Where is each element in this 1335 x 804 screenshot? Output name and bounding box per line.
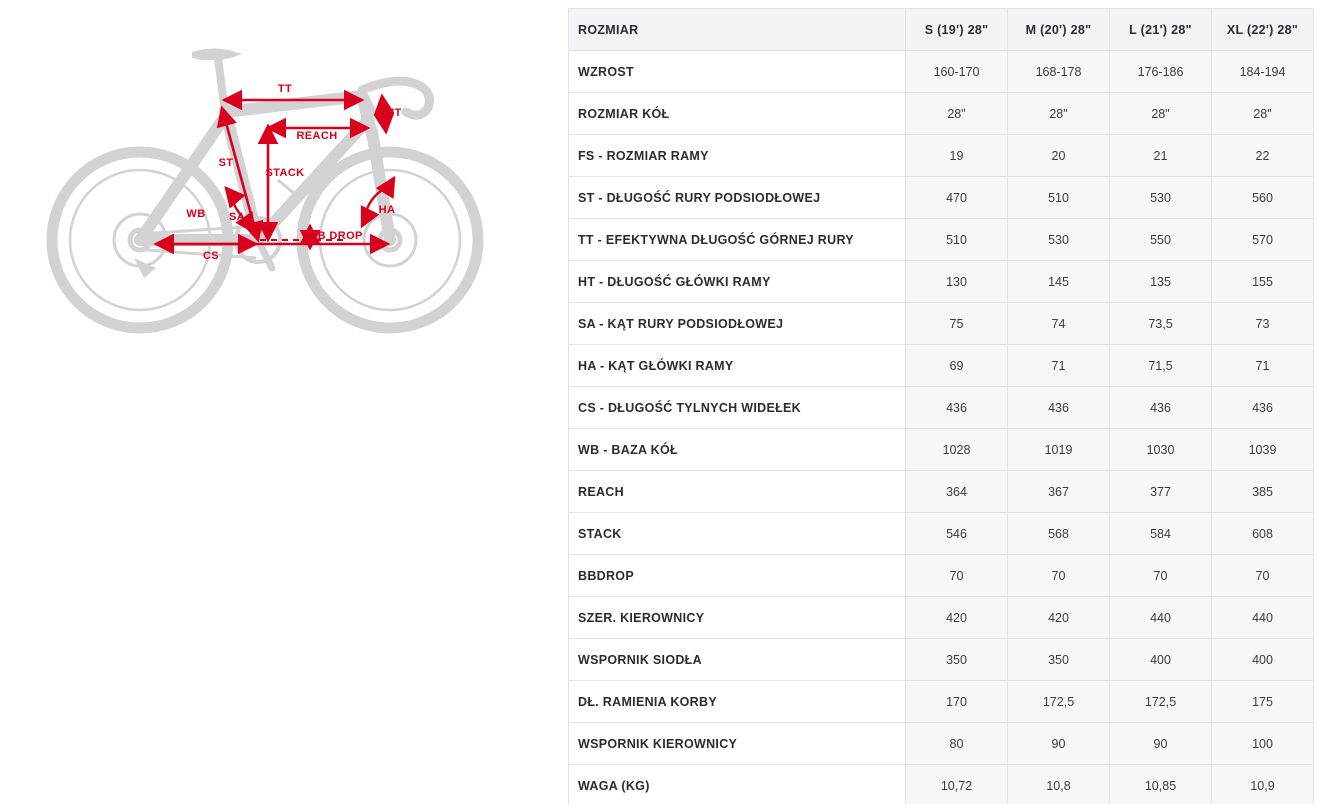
table-header (569, 9, 1314, 51)
row-value: 436 (1212, 387, 1314, 429)
label-bb-drop: BB DROP (309, 230, 363, 242)
label-ha: HA (378, 204, 396, 216)
row-value: 440 (1110, 597, 1212, 639)
row-label: BBDROP (569, 555, 906, 597)
row-value: 350 (906, 639, 1008, 681)
label-sa: SA (228, 211, 246, 223)
row-value: 10,8 (1008, 765, 1110, 804)
row-value: 377 (1110, 471, 1212, 513)
row-value: 510 (906, 219, 1008, 261)
row-value: 440 (1212, 597, 1314, 639)
row-label: SA - KĄT RURY PODSIODŁOWEJ (569, 303, 906, 345)
row-label: HT - DŁUGOŚĆ GŁÓWKI RAMY (569, 261, 906, 303)
column-header-m: M (20') 28" (1008, 9, 1110, 51)
row-value: 20 (1008, 135, 1110, 177)
row-value: 420 (906, 597, 1008, 639)
row-value: 436 (906, 387, 1008, 429)
row-value: 530 (1110, 177, 1212, 219)
table-row (569, 555, 1314, 597)
row-label: FS - ROZMIAR RAMY (569, 135, 906, 177)
row-value: 1030 (1110, 429, 1212, 471)
row-value: 155 (1212, 261, 1314, 303)
row-value: 71,5 (1110, 345, 1212, 387)
row-value: 400 (1110, 639, 1212, 681)
table-row (569, 177, 1314, 219)
bike-geometry-diagram (10, 0, 560, 400)
row-value: 172,5 (1008, 681, 1110, 723)
row-value: 568 (1008, 513, 1110, 555)
row-value: 73,5 (1110, 303, 1212, 345)
row-value: 70 (1212, 555, 1314, 597)
row-value: 184-194 (1212, 51, 1314, 93)
column-header-l: L (21') 28" (1110, 9, 1212, 51)
row-value: 560 (1212, 177, 1314, 219)
table-row (569, 303, 1314, 345)
row-value: 385 (1212, 471, 1314, 513)
row-value: 436 (1008, 387, 1110, 429)
table-row (569, 429, 1314, 471)
row-value: 367 (1008, 471, 1110, 513)
label-stack: STACK (265, 167, 305, 179)
row-value: 145 (1008, 261, 1110, 303)
row-label: SZER. KIEROWNICY (569, 597, 906, 639)
row-label: WSPORNIK SIODŁA (569, 639, 906, 681)
row-value: 510 (1008, 177, 1110, 219)
table-row (569, 51, 1314, 93)
row-value: 550 (1110, 219, 1212, 261)
table-row (569, 681, 1314, 723)
table-header-row (569, 9, 1314, 51)
row-value: 160-170 (906, 51, 1008, 93)
row-value: 28" (1008, 93, 1110, 135)
geometry-table (568, 8, 1314, 804)
row-value: 1028 (906, 429, 1008, 471)
row-label: WSPORNIK KIEROWNICY (569, 723, 906, 765)
row-value: 19 (906, 135, 1008, 177)
geometry-table-container (568, 8, 1320, 804)
table-row (569, 219, 1314, 261)
table-row (569, 93, 1314, 135)
row-value: 175 (1212, 681, 1314, 723)
row-value: 608 (1212, 513, 1314, 555)
row-value: 70 (906, 555, 1008, 597)
row-label: DŁ. RAMIENIA KORBY (569, 681, 906, 723)
row-value: 28" (1110, 93, 1212, 135)
column-header-s: S (19') 28" (906, 9, 1008, 51)
row-label: STACK (569, 513, 906, 555)
column-header-rozmiar: ROZMIAR (569, 9, 906, 51)
label-st: ST (218, 157, 234, 169)
label-ht: HT (386, 107, 402, 119)
row-value: 71 (1008, 345, 1110, 387)
bicycle-silhouette (52, 48, 478, 328)
row-value: 90 (1008, 723, 1110, 765)
table-row (569, 765, 1314, 804)
row-value: 364 (906, 471, 1008, 513)
row-value: 546 (906, 513, 1008, 555)
row-value: 350 (1008, 639, 1110, 681)
row-value: 71 (1212, 345, 1314, 387)
label-wb: WB (186, 208, 206, 220)
row-value: 75 (906, 303, 1008, 345)
row-label: ST - DŁUGOŚĆ RURY PODSIODŁOWEJ (569, 177, 906, 219)
row-label: WB - BAZA KÓŁ (569, 429, 906, 471)
row-value: 100 (1212, 723, 1314, 765)
row-value: 10,72 (906, 765, 1008, 804)
table-row (569, 597, 1314, 639)
row-value: 69 (906, 345, 1008, 387)
row-label: TT - EFEKTYWNA DŁUGOŚĆ GÓRNEJ RURY (569, 219, 906, 261)
table-row (569, 723, 1314, 765)
row-value: 73 (1212, 303, 1314, 345)
table-row (569, 387, 1314, 429)
label-cs: CS (202, 250, 220, 262)
row-value: 80 (906, 723, 1008, 765)
row-value: 90 (1110, 723, 1212, 765)
table-body (569, 51, 1314, 804)
table-row (569, 639, 1314, 681)
row-value: 530 (1008, 219, 1110, 261)
row-value: 400 (1212, 639, 1314, 681)
row-value: 10,85 (1110, 765, 1212, 804)
row-label: WZROST (569, 51, 906, 93)
row-label: ROZMIAR KÓŁ (569, 93, 906, 135)
table-row (569, 513, 1314, 555)
table-row (569, 135, 1314, 177)
row-value: 570 (1212, 219, 1314, 261)
row-value: 10,9 (1212, 765, 1314, 804)
table-row (569, 471, 1314, 513)
row-value: 28" (906, 93, 1008, 135)
row-value: 1019 (1008, 429, 1110, 471)
row-label: WAGA (KG) (569, 765, 906, 804)
row-value: 70 (1110, 555, 1212, 597)
row-value: 130 (906, 261, 1008, 303)
row-value: 420 (1008, 597, 1110, 639)
row-value: 176-186 (1110, 51, 1212, 93)
table-row (569, 345, 1314, 387)
bike-diagram-panel (0, 0, 560, 804)
row-value: 470 (906, 177, 1008, 219)
row-value: 168-178 (1008, 51, 1110, 93)
row-label: REACH (569, 471, 906, 513)
column-header-xl: XL (22') 28" (1212, 9, 1314, 51)
row-value: 436 (1110, 387, 1212, 429)
row-label: HA - KĄT GŁÓWKI RAMY (569, 345, 906, 387)
row-value: 1039 (1212, 429, 1314, 471)
row-value: 74 (1008, 303, 1110, 345)
row-value: 172,5 (1110, 681, 1212, 723)
row-value: 584 (1110, 513, 1212, 555)
label-reach: REACH (296, 130, 338, 142)
row-value: 22 (1212, 135, 1314, 177)
row-value: 170 (906, 681, 1008, 723)
row-value: 28" (1212, 93, 1314, 135)
row-value: 70 (1008, 555, 1110, 597)
label-tt: TT (277, 83, 293, 95)
row-value: 135 (1110, 261, 1212, 303)
row-label: CS - DŁUGOŚĆ TYLNYCH WIDEŁEK (569, 387, 906, 429)
table-row (569, 261, 1314, 303)
row-value: 21 (1110, 135, 1212, 177)
